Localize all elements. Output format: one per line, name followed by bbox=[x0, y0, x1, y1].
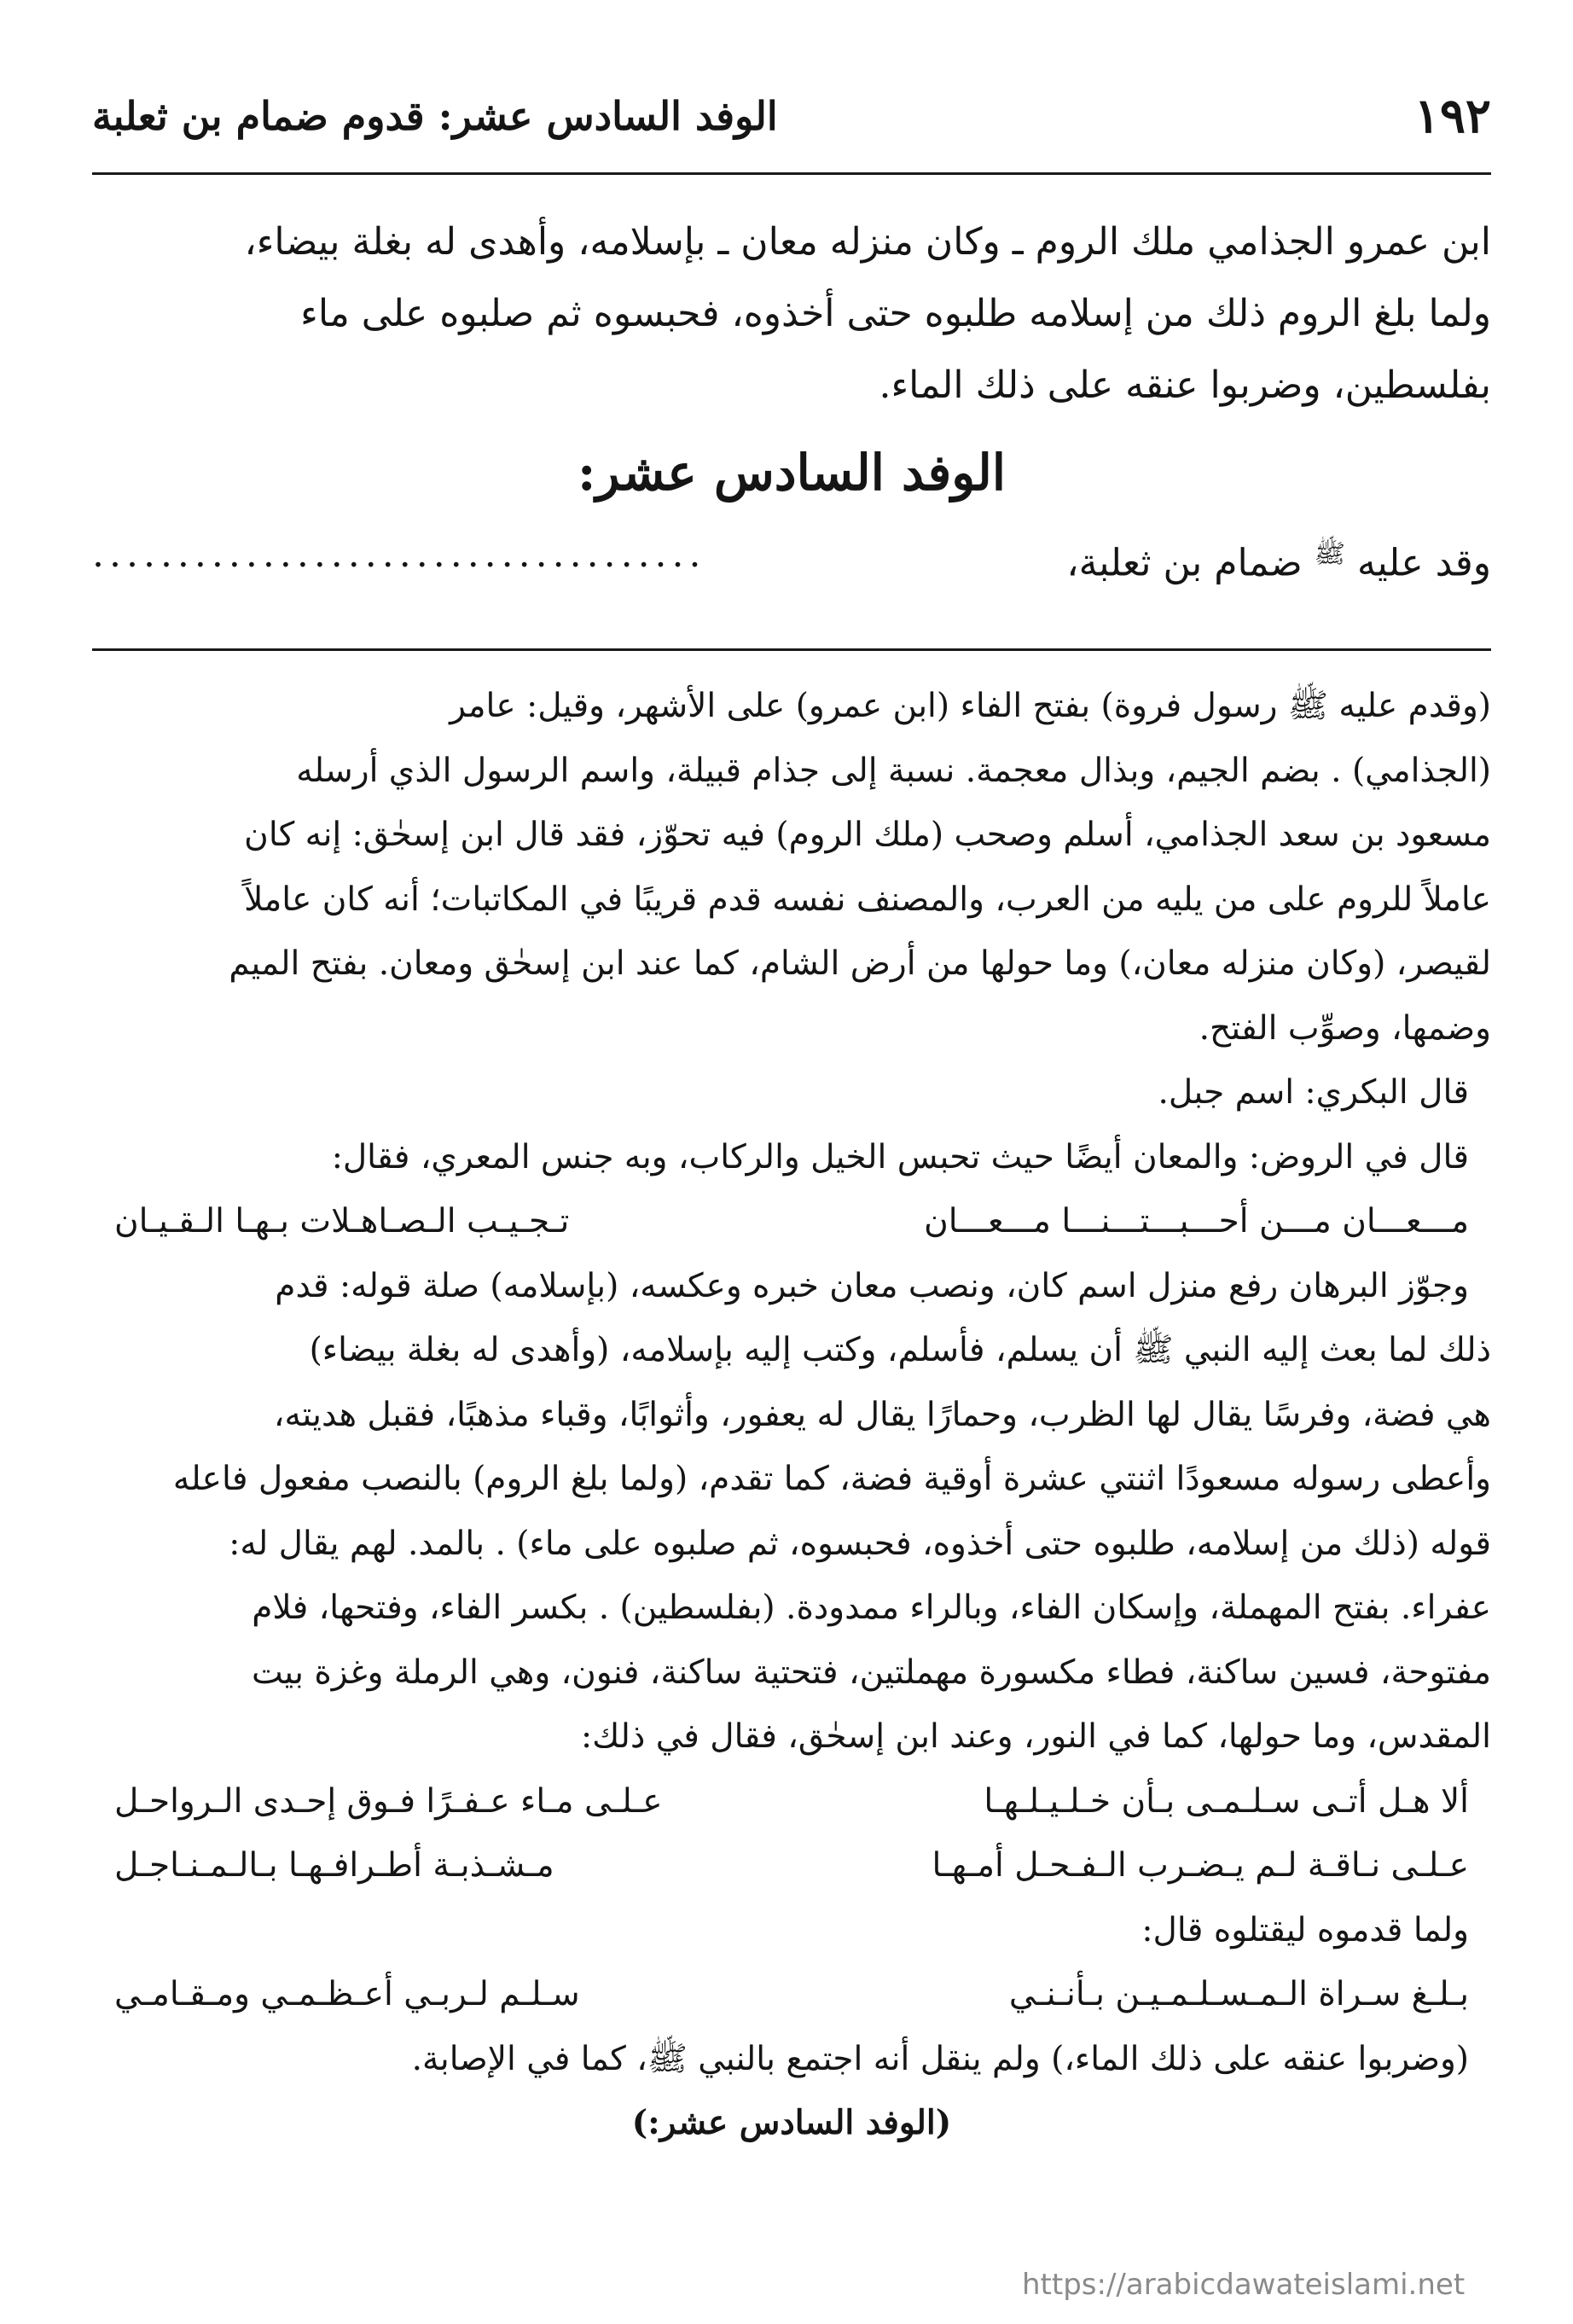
verse-hemistich: عـلـى مـاء عـفـرًا فـوق إحـدى الـرواحـل bbox=[114, 1781, 663, 1821]
commentary-line: ذلك لما بعث إليه النبي ﷺ أن يسلم، فأسلم، وكتب إليه بإسلامه، (وأهدى له بغلة بيضاء) bbox=[309, 1331, 1491, 1369]
dotted-leader: .................................... bbox=[92, 532, 706, 576]
verse-hemistich: مـشـذبـة أطـرافـهـا بـالـمـنـاجـل bbox=[114, 1846, 554, 1885]
verse-line bbox=[92, 1833, 1491, 1898]
commentary-line: وجوّز البرهان رفع منزل اسم كان، ونصب معان خبره وعكسه، (بإسلامه) صلة قوله: قدم bbox=[275, 1266, 1469, 1305]
main-text bbox=[92, 206, 1491, 600]
section-heading: الوفد السادس عشر: bbox=[578, 444, 1006, 502]
delegation-text-part: ضمام بن ثعلبة، bbox=[1066, 541, 1303, 585]
header-rule bbox=[92, 172, 1491, 175]
main-line: بفلسطين، وضربوا عنقه على ذلك الماء. bbox=[879, 363, 1491, 407]
commentary-line: (وضربوا عنقه على ذلك الماء،) ولم ينقل أنه اجتمع بالنبي ﷺ، كما في الإصابة. bbox=[411, 2039, 1469, 2078]
commentary-line: قال البكري: اسم جبل. bbox=[1158, 1073, 1469, 1112]
salutation-glyph: ﷺ bbox=[1314, 539, 1345, 569]
footnote-rule bbox=[92, 648, 1491, 651]
commentary-line: قال في الروض: والمعان أيضًا حيث تحبس الخيل والركاب، وبه جنس المعري، فقال: bbox=[331, 1137, 1469, 1177]
verse-hemistich: ألا هـل أتـى سـلـمـى بـأن خـلـيـلـهـا bbox=[984, 1781, 1469, 1821]
commentary-line: (وقدم عليه ﷺ رسول فروة) بفتح الفاء (ابن عمرو) على الأشهر، وقيل: عامر bbox=[450, 687, 1491, 725]
commentary-line: مسعود بن سعد الجذامي، أسلم وصحب (ملك الروم) فيه تحوّز، فقد قال ابن إسحٰق: إنه كان bbox=[244, 816, 1491, 854]
verse-hemistich: بـلـغ سـراة الـمـسـلـمـيـن بـأنـنـي bbox=[1008, 1975, 1469, 2013]
commentary-line: مفتوحة، فسين ساكنة، فطاء مكسورة مهملتين، فتحتية ساكنة، فنون، وهي الرملة وغزة بيت bbox=[252, 1653, 1491, 1692]
delegation-line bbox=[92, 519, 1491, 600]
watermark-url: https://arabicdawateislami.net bbox=[1022, 2268, 1466, 2302]
verse-hemistich: عـلـى نـاقـة لـم يـضـرب الـفـحـل أمـهـا bbox=[932, 1846, 1469, 1885]
verse-line bbox=[92, 1769, 1491, 1834]
verse-line bbox=[92, 1189, 1491, 1254]
page-header bbox=[92, 82, 1491, 150]
commentary-line: عفراء. بفتح المهملة، وإسكان الفاء، وبالراء ممدودة. (بفلسطين) . بكسر الفاء، وفتحها، فلام bbox=[252, 1589, 1491, 1627]
commentary-line: (الجذامي) . بضم الجيم، وبذال معجمة. نسبة إلى جذام قبيلة، واسم الرسول الذي أرسله bbox=[296, 751, 1491, 790]
commentary-text bbox=[92, 674, 1491, 2156]
delegation-text-part: وقد عليه bbox=[1356, 541, 1491, 585]
delegation-text bbox=[1066, 519, 1491, 600]
verse-hemistich: تـجـيـب الـصـاهـلات بـهـا الـقـيـان bbox=[114, 1202, 570, 1240]
main-line: ولما بلغ الروم ذلك من إسلامه طلبوه حتى أخذوه، فحبسوه ثم صلبوه على ماء bbox=[300, 292, 1491, 335]
commentary-line: ولما قدموه ليقتلوه قال: bbox=[1141, 1910, 1469, 1949]
verse-hemistich: مـــعـــان مـــن أحـــبـــتـــنـــا مـــعـــان bbox=[924, 1202, 1469, 1240]
book-page bbox=[92, 0, 1491, 2324]
commentary-line: قوله (ذلك من إسلامه، طلبوه حتى أخذوه، فحبسوه، ثم صلبوه على ماء) . بالمد. لهم يقال له: bbox=[229, 1524, 1491, 1563]
commentary-line: عاملاً للروم على من يليه من العرب، والمصنف نفسه قدم قريبًا في المكاتبات؛ أنه كان عاملاً bbox=[244, 880, 1491, 919]
commentary-line: وأعطى رسوله مسعودًا اثنتي عشرة أوقية فضة، كما تقدم، (ولما بلغ الروم) بالنصب مفعول فاعله bbox=[172, 1460, 1491, 1498]
commentary-line: هي فضة، وفرسًا يقال لها الظرب، وحمارًا يقال له يعفور، وأثوابًا، وقباء مذهبًا، فقبل هديته، bbox=[273, 1395, 1491, 1434]
page-number: ١٩٢ bbox=[1413, 88, 1491, 144]
closing-heading: (الوفد السادس عشر:) bbox=[631, 2103, 952, 2142]
main-line: ابن عمرو الجذامي ملك الروم ـ وكان منزله معان ـ بإسلامه، وأهدى له بغلة بيضاء، bbox=[244, 220, 1491, 264]
running-title: الوفد السادس عشر: قدوم ضمام بن ثعلبة bbox=[92, 93, 778, 139]
commentary-line: لقيصر، (وكان منزله معان،) وما حولها من أرض الشام، كما عند ابن إسحٰق ومعان. بفتح الميم bbox=[229, 944, 1491, 983]
verse-hemistich: سـلـم لـربـي أعـظـمـي ومـقـامـي bbox=[114, 1975, 580, 2013]
commentary-line: المقدس، وما حولها، كما في النور، وعند ابن إسحٰق، فقال في ذلك: bbox=[581, 1717, 1491, 1756]
commentary-line: وضمها، وصوِّب الفتح. bbox=[1199, 1008, 1491, 1048]
verse-line bbox=[92, 1962, 1491, 2027]
